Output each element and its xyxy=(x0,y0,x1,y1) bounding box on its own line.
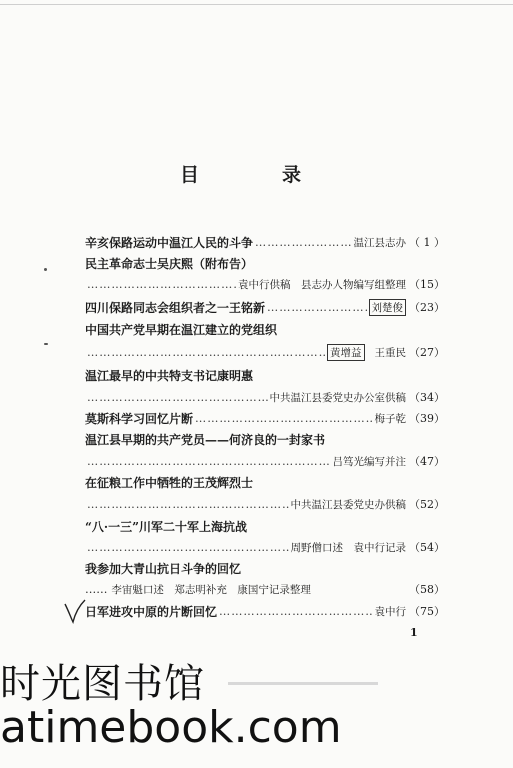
entry-title: 四川保路同志会组织者之一王铭新 xyxy=(85,300,266,315)
watermark-site-url: atimebook.com xyxy=(0,702,342,753)
entry-title: 日军进攻中原的片断回忆 xyxy=(85,604,218,619)
page-title: 目 录 xyxy=(179,164,333,186)
entry-source-boxed: 黄增益 xyxy=(327,344,365,361)
entry-page: （75） xyxy=(409,605,445,618)
leader-dots xyxy=(87,498,289,511)
entry-title: 中国共产党早期在温江建立的党组织 xyxy=(85,322,278,337)
toc-entry xyxy=(85,319,445,339)
toc-entry-continuation xyxy=(85,387,445,407)
leader-dots-short: …… xyxy=(85,582,108,596)
speck-mark xyxy=(44,343,48,345)
scan-smudge xyxy=(228,682,378,685)
toc-entry-continuation xyxy=(85,451,445,471)
entry-page: （52） xyxy=(409,498,445,511)
entry-page: （58） xyxy=(409,583,445,596)
toc-entry xyxy=(85,429,445,449)
speck-mark xyxy=(44,268,47,271)
entry-title: 在征粮工作中牺牲的王茂辉烈士 xyxy=(85,475,254,490)
toc-entry xyxy=(85,601,445,621)
toc-entry-continuation xyxy=(85,274,445,294)
entry-source: 周野僧口述 袁中行记录 xyxy=(290,541,406,554)
toc-entry xyxy=(85,408,445,428)
toc-entry xyxy=(85,232,445,252)
toc-entry xyxy=(85,558,445,578)
leader-dots xyxy=(87,278,236,291)
toc-entry-continuation xyxy=(85,494,445,514)
toc-entry xyxy=(85,472,445,492)
entry-page: （54） xyxy=(409,541,445,554)
entry-title: 辛亥保路运动中温江人民的斗争 xyxy=(85,235,254,250)
entry-source: 梅子乾 xyxy=(374,412,406,425)
entry-page: （39） xyxy=(409,412,445,425)
entry-page: （47） xyxy=(409,455,445,468)
entry-title: 我参加大青山抗日斗争的回忆 xyxy=(85,561,242,576)
entry-source: 刘楚俊 xyxy=(369,299,407,316)
entry-source: 中共温江县委党史办供稿 xyxy=(290,498,406,511)
top-edge-line xyxy=(0,4,513,5)
entry-page: （34） xyxy=(409,391,445,404)
toc-entry xyxy=(85,365,445,385)
toc-entry xyxy=(85,516,445,536)
entry-source: 温江县志办 xyxy=(353,236,406,249)
entry-source: 王重民 xyxy=(374,346,406,359)
entry-page: （23） xyxy=(409,301,445,314)
toc-entry xyxy=(85,297,445,317)
leader-dots xyxy=(87,541,289,554)
toc-entry-continuation xyxy=(85,579,445,599)
toc-entry-continuation xyxy=(85,537,445,557)
leader-dots xyxy=(87,346,325,359)
watermark-site-name: 时光图书馆 xyxy=(0,661,205,707)
toc-entry xyxy=(85,253,445,273)
leader-dots xyxy=(267,301,366,314)
leader-dots xyxy=(87,455,331,468)
entry-source: 吕笃光编写并注 xyxy=(332,455,406,468)
page-number: 1 xyxy=(410,626,418,639)
entry-page: （27） xyxy=(409,346,445,359)
entry-source: 袁中行 xyxy=(374,605,406,618)
entry-title: 温江最早的中共特支书记康明惠 xyxy=(85,368,254,383)
entry-title: 温江县早期的共产党员——何济良的一封家书 xyxy=(85,432,326,447)
toc-entry-continuation xyxy=(85,342,445,362)
entry-title: “八·一三”川军二十军上海抗战 xyxy=(85,519,247,534)
entry-page: （ 1 ） xyxy=(409,236,445,249)
entry-source: 袁中行供稿 县志办人物编写组整理 xyxy=(238,278,406,291)
entry-page: （15） xyxy=(409,278,445,291)
entry-title: 民主革命志士吴庆熙（附布告） xyxy=(85,256,254,271)
leader-dots xyxy=(195,412,372,425)
leader-dots xyxy=(255,236,351,249)
entry-source: 中共温江县委党史办公室供稿 xyxy=(269,391,406,404)
entry-source: 李宙魁口述 郑志明补充 康国宁记录整理 xyxy=(111,583,311,596)
leader-dots xyxy=(219,605,372,618)
checkmark-pen-mark xyxy=(64,598,86,624)
entry-title: 莫斯科学习回忆片断 xyxy=(85,411,194,426)
leader-dots xyxy=(87,391,268,404)
